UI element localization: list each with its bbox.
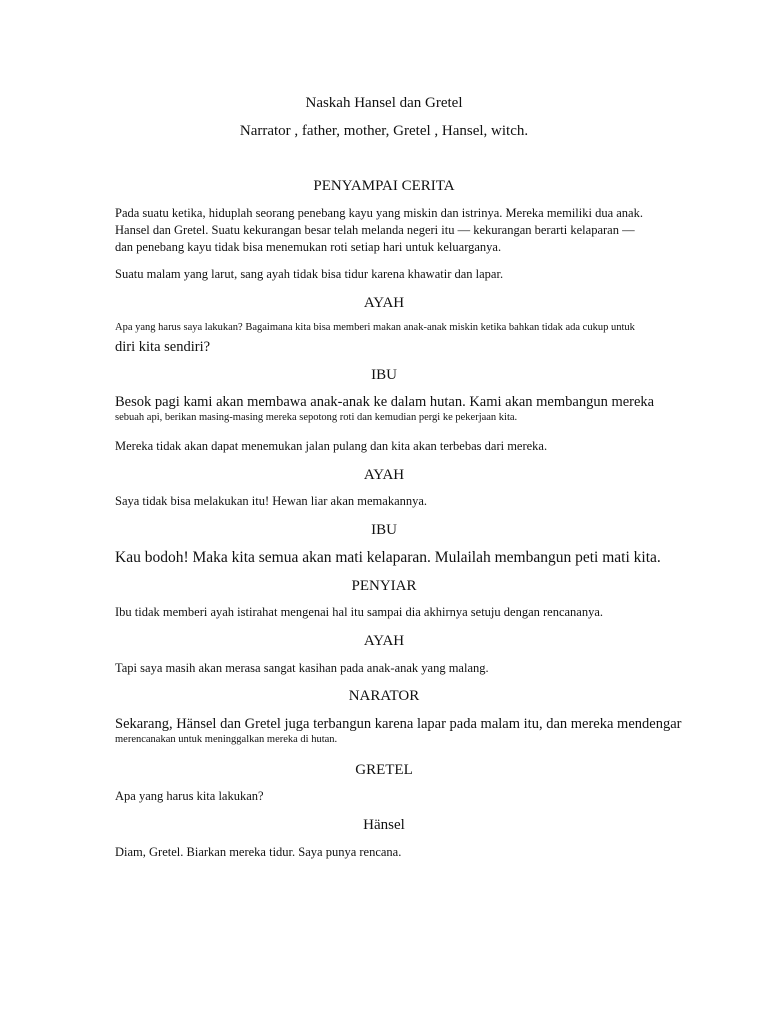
dialogue-line: Suatu malam yang larut, sang ayah tidak bisa tidur karena khawatir dan lapar. xyxy=(115,267,504,281)
dialogue-line: Pada suatu ketika, hiduplah seorang penebang kayu yang miskin dan istrinya. Mereka memiliki dua anak. xyxy=(115,206,643,220)
speaker-heading: NARATOR xyxy=(348,688,420,704)
dialogue-line: Diam, Gretel. Biarkan mereka tidur. Saya punya rencana. xyxy=(115,845,402,859)
dialogue-line: sebuah api, berikan masing-masing mereka sepotong roti dan kemudian pergi ke pekerjaan kita. xyxy=(115,412,518,423)
dialogue-line: Sekarang, Hänsel dan Gretel juga terbangun karena lapar pada malam itu, dan mereka mendengar xyxy=(115,716,682,732)
dialogue-line: Hansel dan Gretel. Suatu kekurangan besar telah melanda negeri itu — kekurangan berarti kelaparan — xyxy=(115,223,635,237)
speaker-heading: AYAH xyxy=(363,467,405,483)
speaker-heading: Hänsel xyxy=(363,817,405,833)
dialogue-line: Saya tidak bisa melakukan itu! Hewan liar akan memakannya. xyxy=(115,494,428,508)
dialogue-line: Apa yang harus kita lakukan? xyxy=(115,789,264,803)
speaker-heading: GRETEL xyxy=(355,762,413,778)
speaker-heading: PENYAMPAI CERITA xyxy=(313,178,455,194)
speaker-heading: IBU xyxy=(371,367,397,383)
dialogue-line: diri kita sendiri? xyxy=(115,339,211,355)
dialogue-line: Tapi saya masih akan merasa sangat kasihan pada anak-anak yang malang. xyxy=(115,661,489,675)
dialogue-line: Mereka tidak akan dapat menemukan jalan pulang dan kita akan terbebas dari mereka. xyxy=(115,439,548,453)
document-title: Naskah Hansel dan Gretel xyxy=(305,95,463,111)
dialogue-line: dan penebang kayu tidak bisa menemukan roti setiap hari untuk keluarganya. xyxy=(115,240,502,254)
speaker-heading: AYAH xyxy=(363,633,405,649)
speaker-heading: IBU xyxy=(371,522,397,538)
dialogue-line: Besok pagi kami akan membawa anak-anak ke dalam hutan. Kami akan membangun mereka xyxy=(115,394,655,410)
speaker-heading: AYAH xyxy=(363,295,405,311)
dialogue-line: Ibu tidak memberi ayah istirahat mengenai hal itu sampai dia akhirnya setuju dengan rencananya. xyxy=(115,605,604,619)
speaker-heading: PENYIAR xyxy=(351,578,417,594)
cast-list: Narrator , father, mother, Gretel , Hansel, witch. xyxy=(239,123,529,139)
dialogue-line: Apa yang harus saya lakukan? Bagaimana kita bisa memberi makan anak-anak miskin ketika bahkan tidak ada cukup untuk xyxy=(115,322,635,333)
dialogue-line: merencanakan untuk meninggalkan mereka di hutan. xyxy=(115,734,338,745)
dialogue-line: Kau bodoh! Maka kita semua akan mati kelaparan. Mulailah membangun peti mati kita. xyxy=(115,549,661,566)
